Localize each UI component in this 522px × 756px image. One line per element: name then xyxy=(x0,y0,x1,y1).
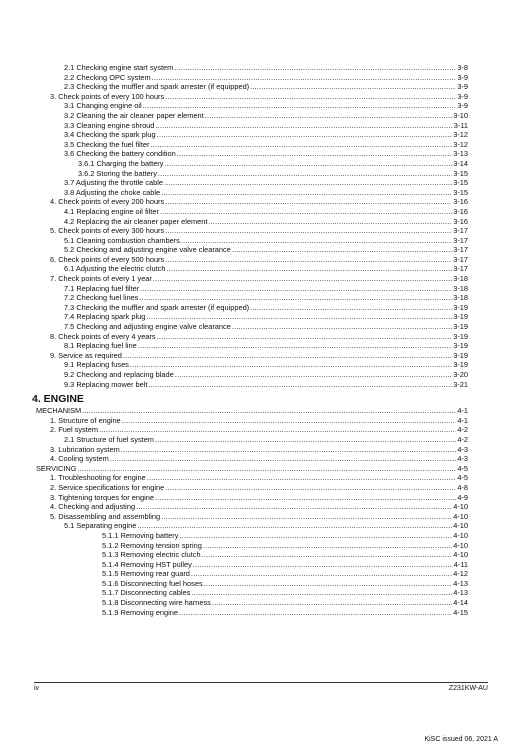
toc-entry[interactable] xyxy=(36,236,468,246)
toc-dot-leader xyxy=(155,435,456,445)
toc-dot-leader xyxy=(164,178,452,188)
toc-entry-page: 3-15 xyxy=(453,178,468,188)
toc-entry[interactable] xyxy=(36,502,468,512)
toc-entry[interactable] xyxy=(36,82,468,92)
toc-entry-title: 3.4 Checking the spark plug xyxy=(64,130,156,140)
toc-entry[interactable] xyxy=(36,483,468,493)
toc-entry-page: 3-19 xyxy=(453,360,468,370)
toc-entry-page: 3-19 xyxy=(453,341,468,351)
table-of-contents xyxy=(32,63,468,617)
toc-entry-page: 3-17 xyxy=(453,254,468,264)
toc-dot-leader xyxy=(121,445,456,455)
toc-dot-leader xyxy=(110,454,457,464)
toc-dot-leader xyxy=(139,293,452,303)
toc-entry-title: 3.1 Changing engine oil xyxy=(64,101,142,111)
toc-entry-title: 6.1 Adjusting the electric clutch xyxy=(64,264,166,274)
toc-dot-leader xyxy=(82,406,456,416)
toc-entry-page: 3-21 xyxy=(453,379,468,389)
footer-page-label: iv xyxy=(34,685,40,692)
toc-entry-title: SERVICING xyxy=(36,463,77,473)
toc-entry-page: 4-10 xyxy=(453,521,468,531)
toc-entry[interactable] xyxy=(36,322,468,332)
toc-entry-page: 4-13 xyxy=(453,588,468,598)
toc-entry[interactable] xyxy=(36,293,468,303)
toc-entry[interactable] xyxy=(36,63,468,73)
toc-entry[interactable] xyxy=(36,406,468,416)
toc-entry[interactable] xyxy=(36,416,468,426)
toc-entry[interactable] xyxy=(36,149,468,159)
toc-entry-title: 2. Service specifications for engine xyxy=(50,482,165,492)
toc-entry-page: 3-18 xyxy=(453,283,468,293)
toc-dot-leader xyxy=(148,380,452,390)
toc-entry[interactable] xyxy=(36,159,468,169)
toc-entry-title: 3.5 Checking the fuel filter xyxy=(64,139,150,149)
toc-entry-title: 1. Structure of engine xyxy=(50,415,121,425)
toc-entry-page: 4-11 xyxy=(453,559,468,569)
toc-dot-leader xyxy=(99,425,456,435)
toc-dot-leader xyxy=(166,264,452,274)
toc-entry[interactable] xyxy=(36,245,468,255)
toc-entry[interactable] xyxy=(36,531,468,541)
toc-entry-page: 4-10 xyxy=(453,502,468,512)
toc-dot-leader xyxy=(143,101,457,111)
toc-entry[interactable] xyxy=(36,73,468,83)
toc-entry-title: 5.1.5 Removing rear guard xyxy=(102,569,190,579)
toc-entry-page: 3-8 xyxy=(457,63,468,72)
toc-entry-title: 3. Lubrication system xyxy=(50,444,120,454)
toc-entry-title: 9.1 Replacing fuses xyxy=(64,360,129,370)
toc-dot-leader xyxy=(179,531,452,541)
toc-entry-page: 3-15 xyxy=(453,168,468,178)
toc-entry[interactable] xyxy=(36,512,468,522)
toc-entry-title: 9. Service as required xyxy=(50,350,122,360)
footer-divider xyxy=(34,682,488,683)
toc-entry[interactable] xyxy=(36,569,468,579)
toc-entry-page: 4-10 xyxy=(453,540,468,550)
toc-dot-leader xyxy=(122,416,457,426)
toc-entry[interactable] xyxy=(36,303,468,313)
toc-entry-page: 4-3 xyxy=(457,444,468,454)
toc-entry-title: 5.1.4 Removing HST pulley xyxy=(102,559,192,569)
toc-entry[interactable] xyxy=(36,121,468,131)
toc-entry-title: MECHANISM xyxy=(36,406,82,416)
toc-entry-title: 5.1.6 Disconnecting fuel hoses xyxy=(102,578,203,588)
toc-entry-page: 3-11 xyxy=(453,120,468,130)
toc-entry-page: 3-17 xyxy=(453,264,468,274)
toc-entry-page: 3-17 xyxy=(453,235,468,245)
toc-entry-page: 3-19 xyxy=(453,302,468,312)
toc-entry-page: 3-9 xyxy=(457,101,468,111)
toc-entry-title: 5.1.3 Removing electric clutch xyxy=(102,550,201,560)
toc-entry-title: 4. Cooling system xyxy=(50,454,109,464)
toc-dot-leader xyxy=(153,274,452,284)
toc-dot-leader xyxy=(165,226,452,236)
toc-dot-leader xyxy=(205,111,453,121)
toc-section-engine xyxy=(36,406,468,617)
toc-entry-title: 5.1.8 Disconnecting wire harness xyxy=(102,598,211,608)
toc-entry-page: 4-1 xyxy=(457,406,468,416)
toc-dot-leader xyxy=(161,188,452,198)
toc-dot-leader xyxy=(150,140,452,150)
toc-entry-title: 7.5 Checking and adjusting engine valve clearance xyxy=(64,322,231,332)
toc-entry[interactable] xyxy=(36,541,468,551)
toc-dot-leader xyxy=(165,483,456,493)
toc-entry[interactable] xyxy=(36,341,468,351)
toc-entry-title: 2.3 Checking the muffler and spark arrester (if equipped) xyxy=(64,82,250,92)
toc-dot-leader xyxy=(191,588,452,598)
footer-doc-code: Z231KW-AU xyxy=(448,685,488,692)
toc-dot-leader xyxy=(175,370,452,380)
toc-entry[interactable] xyxy=(36,454,468,464)
toc-entry-page: 4-15 xyxy=(453,607,468,617)
toc-entry-page: 4-8 xyxy=(457,482,468,492)
toc-entry-title: 3.2 Cleaning the air cleaner paper element xyxy=(64,110,204,120)
toc-entry-page: 3-16 xyxy=(453,197,468,207)
toc-entry-title: 3.8 Adjusting the choke cable xyxy=(64,187,161,197)
toc-entry[interactable] xyxy=(36,380,468,390)
toc-dot-leader xyxy=(137,521,452,531)
toc-entry-title: 5. Check points of every 300 hours xyxy=(50,226,165,236)
toc-entry-title: 3.6 Checking the battery condition xyxy=(64,149,176,159)
toc-dot-leader xyxy=(203,541,452,551)
toc-dot-leader xyxy=(250,303,452,313)
toc-entry-page: 3-19 xyxy=(453,312,468,322)
toc-entry[interactable] xyxy=(36,226,468,236)
toc-entry-title: 2.1 Checking engine start system xyxy=(64,63,174,72)
toc-entry-title: 3.6.1 Charging the battery xyxy=(78,158,164,168)
toc-entry-title: 2.1 Structure of fuel system xyxy=(64,434,154,444)
toc-entry[interactable] xyxy=(36,130,468,140)
toc-entry[interactable] xyxy=(36,111,468,121)
toc-dot-leader xyxy=(202,550,453,560)
toc-entry[interactable] xyxy=(36,207,468,217)
toc-dot-leader xyxy=(161,512,452,522)
toc-dot-leader xyxy=(232,322,452,332)
toc-entry[interactable] xyxy=(36,92,468,102)
toc-entry-title: 8.1 Replacing fuel line xyxy=(64,341,137,351)
toc-entry-page: 4-5 xyxy=(457,473,468,483)
toc-entry[interactable] xyxy=(36,140,468,150)
toc-entry[interactable] xyxy=(36,255,468,265)
toc-entry-title: 9.3 Replacing mower belt xyxy=(64,379,148,389)
toc-entry-title: 4. Checking and adjusting xyxy=(50,502,136,512)
toc-entry-title: 3.7 Adjusting the throttle cable xyxy=(64,178,164,188)
toc-entry-page: 4-13 xyxy=(453,578,468,588)
toc-entry-title: 4. Check points of every 200 hours xyxy=(50,197,165,207)
toc-entry[interactable] xyxy=(36,608,468,618)
toc-entry[interactable] xyxy=(36,425,468,435)
toc-dot-leader xyxy=(204,579,453,589)
toc-entry-page: 4-12 xyxy=(453,569,468,579)
toc-entry-page: 3-17 xyxy=(453,245,468,255)
toc-entry-title: 1. Troubleshooting for engine xyxy=(50,473,146,483)
toc-entry[interactable] xyxy=(36,370,468,380)
toc-entry-title: 5.1 Cleaning combustion chambers xyxy=(64,235,180,245)
toc-entry-page: 4-2 xyxy=(457,425,468,435)
toc-entry-page: 3-12 xyxy=(453,130,468,140)
toc-entry[interactable] xyxy=(36,169,468,179)
toc-entry-page: 4-3 xyxy=(457,454,468,464)
toc-dot-leader xyxy=(147,473,457,483)
toc-dot-leader xyxy=(160,207,452,217)
toc-dot-leader xyxy=(177,149,452,159)
toc-dot-leader xyxy=(165,255,452,265)
toc-entry-page: 4-2 xyxy=(457,434,468,444)
toc-entry[interactable] xyxy=(36,351,468,361)
toc-dot-leader xyxy=(193,560,453,570)
toc-dot-leader xyxy=(212,598,452,608)
toc-entry-page: 4-10 xyxy=(453,530,468,540)
toc-dot-leader xyxy=(232,245,452,255)
toc-entry-page: 3-9 xyxy=(457,91,468,101)
toc-dot-leader xyxy=(191,569,452,579)
toc-entry-page: 3-16 xyxy=(453,216,468,226)
toc-entry[interactable] xyxy=(36,332,468,342)
toc-entry[interactable] xyxy=(36,312,468,322)
toc-entry-page: 3-9 xyxy=(457,72,468,82)
toc-entry-title: 2.2 Checking OPC system xyxy=(64,72,151,82)
toc-dot-leader xyxy=(146,312,452,322)
toc-entry-page: 3-18 xyxy=(453,293,468,303)
toc-entry-title: 3. Tightening torques for engine xyxy=(50,492,154,502)
toc-entry[interactable] xyxy=(36,550,468,560)
toc-dot-leader xyxy=(158,169,452,179)
toc-entry[interactable] xyxy=(36,178,468,188)
toc-dot-leader xyxy=(152,73,457,83)
toc-entry-page: 3-19 xyxy=(453,331,468,341)
toc-entry-title: 2. Fuel system xyxy=(50,425,99,435)
toc-entry[interactable] xyxy=(36,217,468,227)
toc-entry-title: 7. Check points of every 1 year xyxy=(50,274,152,284)
toc-entry[interactable] xyxy=(36,579,468,589)
toc-entry-page: 3-13 xyxy=(453,149,468,159)
toc-entry[interactable] xyxy=(36,473,468,483)
toc-entry-page: 3-17 xyxy=(453,226,468,236)
toc-dot-leader xyxy=(250,82,456,92)
toc-entry-page: 3-18 xyxy=(453,274,468,284)
toc-section-maintenance xyxy=(36,63,468,389)
toc-entry-page: 4-1 xyxy=(457,415,468,425)
toc-entry-page: 4-5 xyxy=(457,463,468,473)
toc-dot-leader xyxy=(157,130,453,140)
toc-dot-leader xyxy=(140,284,452,294)
toc-entry-page: 3-12 xyxy=(453,139,468,149)
toc-entry-title: 4.1 Replacing engine oil filter xyxy=(64,206,159,216)
toc-dot-leader xyxy=(78,464,457,474)
chapter-title: 4. ENGINE xyxy=(32,393,84,406)
toc-entry-page: 3-19 xyxy=(453,322,468,332)
toc-entry[interactable] xyxy=(36,284,468,294)
toc-dot-leader xyxy=(179,608,452,618)
toc-entry-title: 5.1.9 Removing engine xyxy=(102,607,179,617)
toc-entry[interactable] xyxy=(36,560,468,570)
toc-entry-page: 3-9 xyxy=(457,82,468,92)
toc-entry-title: 5.1 Separating engine xyxy=(64,521,137,531)
toc-entry-title: 7.2 Checking fuel lines xyxy=(64,293,139,303)
toc-entry-title: 7.1 Replacing fuel filter xyxy=(64,283,140,293)
toc-entry[interactable] xyxy=(36,435,468,445)
toc-entry[interactable] xyxy=(36,445,468,455)
toc-entry-title: 7.3 Checking the muffler and spark arrester (if equipped) xyxy=(64,302,250,312)
toc-dot-leader xyxy=(138,341,452,351)
toc-entry-title: 4.2 Replacing the air cleaner paper element xyxy=(64,216,208,226)
toc-entry[interactable] xyxy=(36,101,468,111)
toc-entry-page: 3-16 xyxy=(453,206,468,216)
toc-entry[interactable] xyxy=(36,493,468,503)
toc-entry-page: 3-10 xyxy=(453,110,468,120)
toc-dot-leader xyxy=(157,332,453,342)
toc-entry[interactable] xyxy=(36,598,468,608)
toc-entry-title: 6. Check points of every 500 hours xyxy=(50,254,165,264)
toc-dot-leader xyxy=(165,92,456,102)
toc-dot-leader xyxy=(130,360,452,370)
toc-entry[interactable] xyxy=(36,464,468,474)
toc-entry-title: 5. Disassembling and assembling xyxy=(50,511,161,521)
toc-entry-title: 5.2 Checking and adjusting engine valve clearance xyxy=(64,245,231,255)
toc-entry-page: 4-10 xyxy=(453,550,468,560)
toc-entry-title: 8. Check points of every 4 years xyxy=(50,331,156,341)
toc-entry[interactable] xyxy=(36,360,468,370)
toc-entry-page: 3-14 xyxy=(453,158,468,168)
toc-dot-leader xyxy=(181,236,452,246)
issued-note: KiSC issued 06, 2021 A xyxy=(424,736,498,743)
toc-entry-page: 3-19 xyxy=(453,350,468,360)
toc-entry-page: 3-20 xyxy=(453,370,468,379)
toc-entry-title: 5.1.1 Removing battery xyxy=(102,530,179,540)
toc-entry-page: 4-9 xyxy=(457,492,468,502)
toc-entry[interactable] xyxy=(36,188,468,198)
toc-dot-leader xyxy=(123,351,452,361)
toc-entry[interactable] xyxy=(36,197,468,207)
toc-entry-title: 7.4 Replacing spark plug xyxy=(64,312,146,322)
toc-dot-leader xyxy=(155,121,452,131)
toc-entry-page: 4-10 xyxy=(453,511,468,521)
toc-entry-title: 3. Check points of every 100 hours xyxy=(50,91,165,101)
toc-entry[interactable] xyxy=(36,274,468,284)
toc-entry-title: 3.3 Cleaning engine shroud xyxy=(64,120,155,130)
toc-dot-leader xyxy=(164,159,452,169)
toc-entry-page: 4-14 xyxy=(453,598,468,608)
toc-dot-leader xyxy=(136,502,452,512)
toc-entry-title: 5.1.7 Disconnecting cables xyxy=(102,588,191,598)
toc-entry-page: 3-15 xyxy=(453,187,468,197)
toc-entry[interactable] xyxy=(36,264,468,274)
toc-entry[interactable] xyxy=(36,521,468,531)
toc-dot-leader xyxy=(155,493,456,503)
toc-dot-leader xyxy=(174,63,456,73)
toc-dot-leader xyxy=(165,197,452,207)
toc-entry-title: 3.6.2 Storing the battery xyxy=(78,168,157,178)
toc-entry-title: 5.1.2 Removing tension spring xyxy=(102,540,202,550)
toc-dot-leader xyxy=(208,217,452,227)
toc-entry-title: 9.2 Checking and replacing blade xyxy=(64,370,174,379)
toc-entry[interactable] xyxy=(36,588,468,598)
